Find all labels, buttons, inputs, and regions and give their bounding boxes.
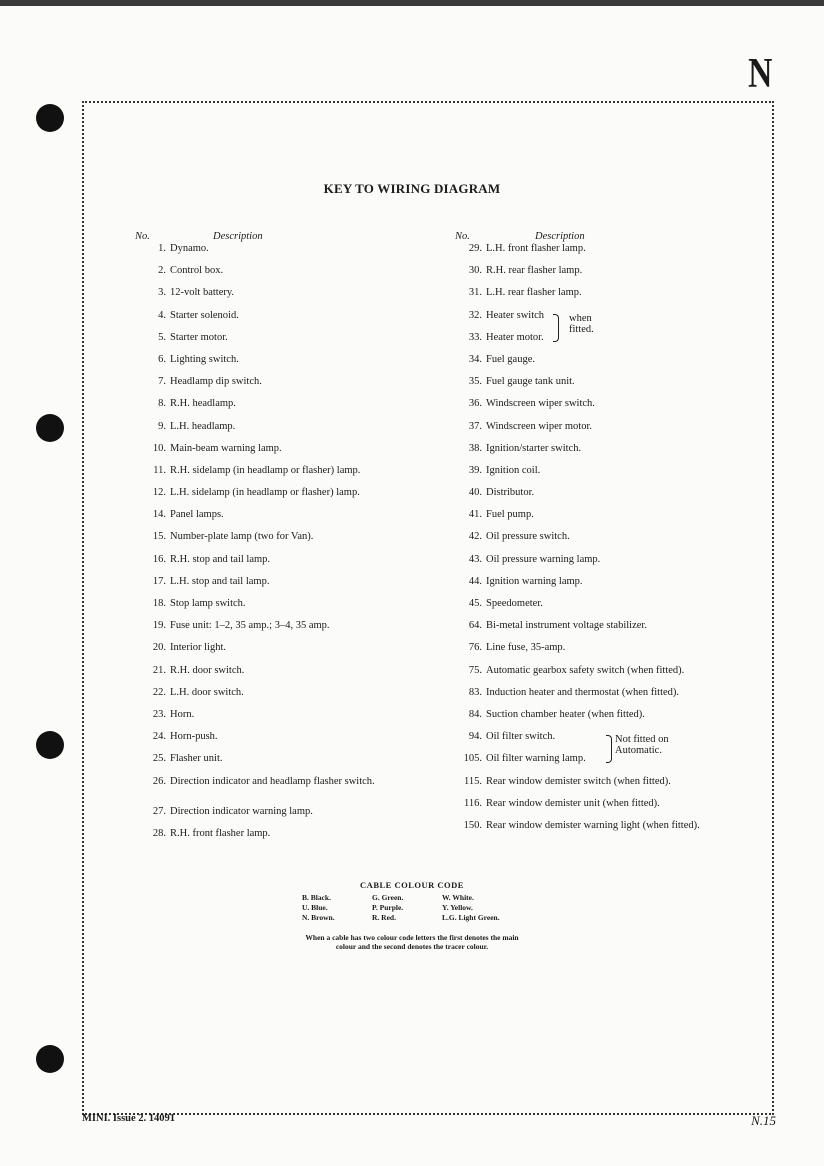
column-header bbox=[135, 230, 415, 243]
item-number: 11. bbox=[153, 464, 166, 476]
item-number: 26. bbox=[152, 775, 166, 787]
group-note: Not fitted on Automatic. bbox=[615, 734, 669, 757]
footer-issue: MINI. Issue 2. 14091 bbox=[82, 1113, 176, 1124]
right-item-list bbox=[455, 776, 725, 843]
item-number: 34. bbox=[468, 353, 482, 365]
item-number: 75. bbox=[468, 664, 482, 676]
key-item bbox=[455, 576, 725, 598]
header-no: No. bbox=[455, 231, 470, 242]
item-number: 41. bbox=[468, 509, 482, 521]
colour-entry: B. Black. bbox=[302, 893, 331, 902]
key-item bbox=[455, 753, 725, 775]
item-description: Horn-push. bbox=[170, 731, 218, 743]
item-number: 9. bbox=[158, 420, 166, 432]
key-item bbox=[455, 332, 725, 354]
item-description: R.H. sidelamp (in headlamp or flasher) lamp. bbox=[170, 464, 361, 476]
item-description: Induction heater and thermostat (when fitted). bbox=[486, 686, 680, 698]
item-description: L.H. stop and tail lamp. bbox=[170, 575, 270, 587]
key-item bbox=[455, 287, 725, 309]
item-description: L.H. headlamp. bbox=[170, 420, 236, 432]
item-number: 6. bbox=[158, 353, 166, 365]
oil-filter-group bbox=[455, 731, 725, 775]
key-item bbox=[135, 376, 415, 398]
colour-row bbox=[0, 913, 824, 923]
key-item bbox=[455, 243, 725, 265]
item-description: Number-plate lamp (two for Van). bbox=[170, 531, 314, 543]
key-item bbox=[455, 421, 725, 443]
group-note: when fitted. bbox=[569, 312, 594, 335]
item-description: Flasher unit. bbox=[170, 753, 223, 765]
colour-row bbox=[0, 903, 824, 913]
item-description: Fuel gauge tank unit. bbox=[486, 376, 575, 388]
brace-bracket bbox=[553, 314, 559, 342]
colour-entry: W. White. bbox=[442, 893, 474, 902]
item-number: 76. bbox=[468, 642, 482, 654]
item-description: Interior light. bbox=[170, 642, 226, 654]
key-item bbox=[135, 828, 415, 850]
key-item bbox=[135, 753, 415, 775]
key-item bbox=[135, 665, 415, 687]
item-description: Heater switch bbox=[486, 309, 545, 321]
punch-hole bbox=[36, 104, 64, 132]
key-item bbox=[135, 443, 415, 465]
key-item bbox=[455, 687, 725, 709]
key-item bbox=[455, 598, 725, 620]
key-item bbox=[135, 487, 415, 509]
colour-entry: L.G. Light Green. bbox=[442, 913, 500, 922]
left-item-list bbox=[135, 243, 415, 850]
cable-colour-title: CABLE COLOUR CODE bbox=[360, 880, 464, 890]
item-number: 36. bbox=[468, 398, 482, 410]
item-number: 12. bbox=[152, 487, 166, 499]
item-description: L.H. front flasher lamp. bbox=[486, 243, 586, 254]
right-item-list bbox=[455, 243, 725, 310]
colour-entry: N. Brown. bbox=[302, 913, 335, 922]
item-number: 45. bbox=[468, 598, 482, 609]
item-number: 37. bbox=[468, 420, 482, 432]
item-description: Panel lamps. bbox=[170, 509, 224, 521]
key-item bbox=[135, 576, 415, 598]
item-number: 3. bbox=[158, 287, 166, 299]
item-description: R.H. stop and tail lamp. bbox=[170, 553, 271, 565]
item-number: 43. bbox=[468, 553, 482, 565]
key-item bbox=[135, 398, 415, 420]
item-number: 35. bbox=[468, 376, 482, 388]
key-item bbox=[455, 798, 725, 820]
item-number: 1. bbox=[158, 243, 166, 254]
key-item bbox=[455, 665, 725, 687]
key-item bbox=[455, 487, 725, 509]
key-item bbox=[455, 531, 725, 553]
item-description: Fuel pump. bbox=[486, 509, 534, 521]
item-number: 105. bbox=[463, 753, 482, 765]
item-number: 64. bbox=[468, 620, 482, 632]
item-description: Oil pressure switch. bbox=[486, 531, 570, 543]
header-description: Description bbox=[213, 231, 263, 242]
key-item bbox=[135, 806, 415, 828]
item-number: 29. bbox=[468, 243, 482, 254]
colour-entry: U. Blue. bbox=[302, 903, 328, 912]
key-item bbox=[135, 421, 415, 443]
item-number: 44. bbox=[468, 575, 482, 587]
item-number: 84. bbox=[468, 708, 482, 720]
item-description: R.H. rear flasher lamp. bbox=[486, 265, 583, 277]
item-number: 2. bbox=[158, 265, 166, 277]
item-description: Headlamp dip switch. bbox=[170, 376, 262, 388]
item-description: Rear window demister unit (when fitted). bbox=[486, 797, 660, 809]
item-description: Starter motor. bbox=[170, 331, 228, 343]
key-item bbox=[455, 642, 725, 664]
item-description: Horn. bbox=[170, 708, 195, 720]
note-line: When a cable has two colour code letters the first denotes the main bbox=[305, 933, 519, 942]
footer-page-number: N.15 bbox=[751, 1113, 776, 1128]
item-description: Oil filter warning lamp. bbox=[486, 753, 586, 765]
key-item bbox=[455, 820, 725, 842]
item-number: 115. bbox=[464, 775, 482, 787]
colour-entry: Y. Yellow. bbox=[442, 903, 473, 912]
item-description: Oil pressure warning lamp. bbox=[486, 553, 601, 565]
item-description: Ignition warning lamp. bbox=[486, 575, 583, 587]
item-number: 14. bbox=[152, 509, 166, 521]
item-number: 30. bbox=[468, 265, 482, 277]
item-number: 38. bbox=[468, 442, 482, 454]
item-description: Windscreen wiper switch. bbox=[486, 398, 595, 410]
item-number: 83. bbox=[468, 686, 482, 698]
key-item bbox=[455, 443, 725, 465]
key-item bbox=[455, 554, 725, 576]
right-item-list bbox=[455, 354, 725, 731]
item-number: 4. bbox=[158, 309, 166, 321]
item-description: Ignition/starter switch. bbox=[486, 442, 582, 454]
item-description: R.H. door switch. bbox=[170, 664, 245, 676]
item-description: R.H. front flasher lamp. bbox=[170, 827, 271, 839]
item-number: 15. bbox=[152, 531, 166, 543]
item-number: 17. bbox=[152, 575, 166, 587]
key-item bbox=[135, 243, 415, 265]
item-number: 22. bbox=[152, 686, 166, 698]
colour-entry: P. Purple. bbox=[372, 903, 404, 912]
item-number: 24. bbox=[152, 731, 166, 743]
item-number: 94. bbox=[468, 731, 482, 743]
key-item bbox=[455, 620, 725, 642]
item-description: Fuel gauge. bbox=[486, 353, 535, 365]
item-number: 150. bbox=[463, 819, 482, 831]
item-description: 12-volt battery. bbox=[170, 287, 235, 299]
key-item bbox=[455, 398, 725, 420]
key-column-right bbox=[455, 230, 725, 842]
punch-hole bbox=[36, 1045, 64, 1073]
item-number: 116. bbox=[464, 797, 482, 809]
item-description: Direction indicator and headlamp flasher switch. bbox=[170, 775, 375, 787]
item-description: Ignition coil. bbox=[486, 464, 541, 476]
key-item bbox=[135, 509, 415, 531]
punch-hole bbox=[36, 414, 64, 442]
item-number: 5. bbox=[158, 331, 166, 343]
item-number: 21. bbox=[152, 664, 166, 676]
key-item bbox=[135, 465, 415, 487]
colour-entry: R. Red. bbox=[372, 913, 396, 922]
key-item bbox=[135, 354, 415, 376]
cable-colour-code bbox=[0, 880, 824, 951]
brace-bracket bbox=[606, 735, 612, 763]
key-item bbox=[455, 509, 725, 531]
item-description: L.H. door switch. bbox=[170, 686, 244, 698]
item-description: Oil filter switch. bbox=[486, 731, 556, 743]
key-item bbox=[455, 465, 725, 487]
scan-edge bbox=[0, 0, 824, 6]
key-item bbox=[135, 287, 415, 309]
key-item bbox=[135, 642, 415, 664]
key-column-left bbox=[135, 230, 415, 850]
item-description: Rear window demister warning light (when fitted). bbox=[486, 819, 700, 831]
item-description: R.H. headlamp. bbox=[170, 398, 236, 410]
item-number: 20. bbox=[152, 642, 166, 654]
key-item bbox=[135, 709, 415, 731]
item-description: L.H. sidelamp (in headlamp or flasher) lamp. bbox=[170, 487, 360, 499]
key-item bbox=[455, 265, 725, 287]
item-description: Control box. bbox=[170, 265, 224, 277]
item-description: Main-beam warning lamp. bbox=[170, 442, 282, 454]
item-description: Dynamo. bbox=[170, 243, 209, 254]
item-number: 40. bbox=[468, 487, 482, 499]
item-description: Bi-metal instrument voltage stabilizer. bbox=[486, 620, 647, 632]
header-description: Description bbox=[535, 231, 585, 242]
key-item bbox=[135, 776, 415, 806]
punch-hole bbox=[36, 731, 64, 759]
item-number: 7. bbox=[158, 376, 166, 388]
key-item bbox=[135, 531, 415, 553]
item-description: Rear window demister switch (when fitted). bbox=[486, 775, 671, 787]
page-title: KEY TO WIRING DIAGRAM bbox=[323, 181, 501, 196]
section-letter: N bbox=[747, 51, 772, 97]
key-item bbox=[455, 376, 725, 398]
item-description: Suction chamber heater (when fitted). bbox=[486, 708, 645, 720]
key-item bbox=[135, 554, 415, 576]
item-description: L.H. rear flasher lamp. bbox=[486, 287, 582, 299]
item-number: 8. bbox=[158, 398, 166, 410]
colour-row bbox=[0, 893, 824, 903]
item-description: Automatic gearbox safety switch (when fitted). bbox=[486, 664, 685, 676]
item-number: 23. bbox=[152, 708, 166, 720]
key-item bbox=[455, 709, 725, 731]
cable-colour-note bbox=[0, 933, 824, 951]
item-number: 33. bbox=[468, 331, 482, 343]
item-description: Distributor. bbox=[486, 487, 535, 499]
item-number: 42. bbox=[468, 531, 482, 543]
item-number: 10. bbox=[152, 442, 166, 454]
key-item bbox=[135, 598, 415, 620]
item-number: 25. bbox=[152, 753, 166, 765]
key-item bbox=[135, 310, 415, 332]
item-number: 28. bbox=[152, 827, 166, 839]
key-item bbox=[135, 332, 415, 354]
item-description: Fuse unit: 1–2, 35 amp.; 3–4, 35 amp. bbox=[170, 620, 330, 632]
key-item bbox=[135, 265, 415, 287]
item-number: 27. bbox=[152, 805, 166, 817]
key-item bbox=[135, 731, 415, 753]
item-description: Starter solenoid. bbox=[170, 309, 239, 321]
item-number: 18. bbox=[152, 598, 166, 609]
key-item bbox=[455, 776, 725, 798]
item-number: 32. bbox=[468, 309, 482, 321]
note-line: colour and the second denotes the tracer colour. bbox=[335, 942, 489, 951]
key-item bbox=[455, 354, 725, 376]
heater-group bbox=[455, 310, 725, 354]
header-no: No. bbox=[135, 231, 150, 242]
item-description: Speedometer. bbox=[486, 598, 543, 609]
column-header bbox=[455, 230, 725, 243]
item-description: Stop lamp switch. bbox=[170, 598, 246, 609]
item-number: 39. bbox=[468, 464, 482, 476]
item-description: Windscreen wiper motor. bbox=[486, 420, 593, 432]
item-description: Direction indicator warning lamp. bbox=[170, 805, 313, 817]
item-description: Line fuse, 35-amp. bbox=[486, 642, 566, 654]
item-description: Lighting switch. bbox=[170, 353, 239, 365]
key-item bbox=[135, 620, 415, 642]
colour-entry: G. Green. bbox=[372, 893, 404, 902]
item-number: 19. bbox=[152, 620, 166, 632]
item-number: 31. bbox=[468, 287, 482, 299]
item-number: 16. bbox=[152, 553, 166, 565]
key-item bbox=[135, 687, 415, 709]
item-description: Heater motor. bbox=[486, 331, 544, 343]
